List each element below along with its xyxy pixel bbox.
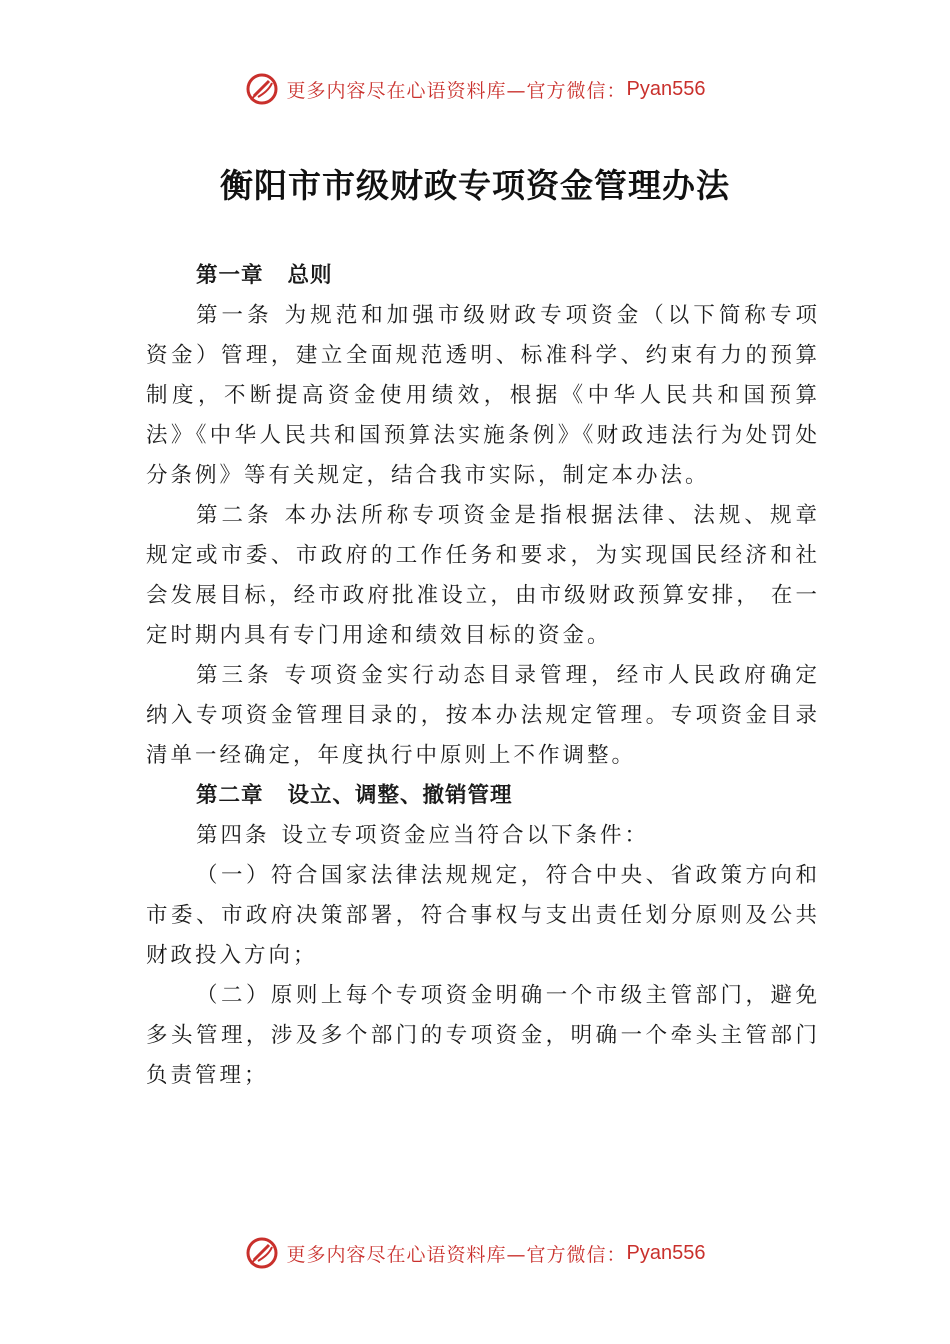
footer-watermark [0,1236,950,1270]
article-label: 第一条 [196,303,273,328]
article-label: 第二条 [196,503,273,528]
article-paragraph [146,656,820,776]
article-paragraph [146,296,820,496]
list-item: （一）符合国家法律法规规定，符合中央、省政策方向和市委、市政府决策部署，符合事权与支出责任划分原则及公共财政投入方向； [146,863,820,968]
document-body [146,256,820,1096]
watermark-text: 更多内容尽在心语资料库—官方微信： [286,79,627,102]
chapter-number: 第一章 [196,263,264,288]
chapter-name: 设立、调整、撤销管理 [287,783,513,808]
article-text: 专项资金实行动态目录管理，经市人民政府确定纳入专项资金管理目录的，按本办法规定管理。专项资金目录清单一经确定，年度执行中原则上不作调整。 [146,663,820,768]
chapter-heading [146,776,820,816]
article-paragraph [146,816,820,856]
article-text: 设立专项资金应当符合以下条件： [281,823,650,848]
brand-logo-icon [245,72,279,106]
article-text: 本办法所称专项资金是指根据法律、法规、规章规定或市委、市政府的工作任务和要求，为实现国民经济和社会发展目标，经市政府批准设立，由市级财政预算安排， 在一定时期内具有专门用途和绩效目标的资金。 [146,503,820,648]
watermark-wechat-id: Pyan556 [626,77,706,100]
article-label: 第四条 [196,823,270,848]
chapter-number: 第二章 [196,783,264,808]
article-paragraph [146,496,820,656]
chapter-name: 总则 [287,263,333,288]
article-text: 为规范和加强市级财政专项资金（以下简称专项资金）管理，建立全面规范透明、标准科学、约束有力的预算制度，不断提高资金使用绩效，根据《中华人民共和国预算法》《中华人民共和国预算法实施条例》《财政违法行为处罚处分条例》等有关规定，结合我市实际，制定本办法。 [146,303,820,488]
article-label: 第三条 [196,663,273,688]
watermark-wechat-id: Pyan556 [626,1241,706,1264]
chapter-heading [146,256,820,296]
watermark-text: 更多内容尽在心语资料库—官方微信： [286,1243,627,1266]
brand-logo-icon [245,1236,279,1270]
document-title: 衡阳市市级财政专项资金管理办法 [220,166,730,205]
header-watermark [0,72,950,106]
list-item: （二）原则上每个专项资金明确一个市级主管部门，避免多头管理，涉及多个部门的专项资金，明确一个牵头主管部门负责管理； [146,983,820,1088]
